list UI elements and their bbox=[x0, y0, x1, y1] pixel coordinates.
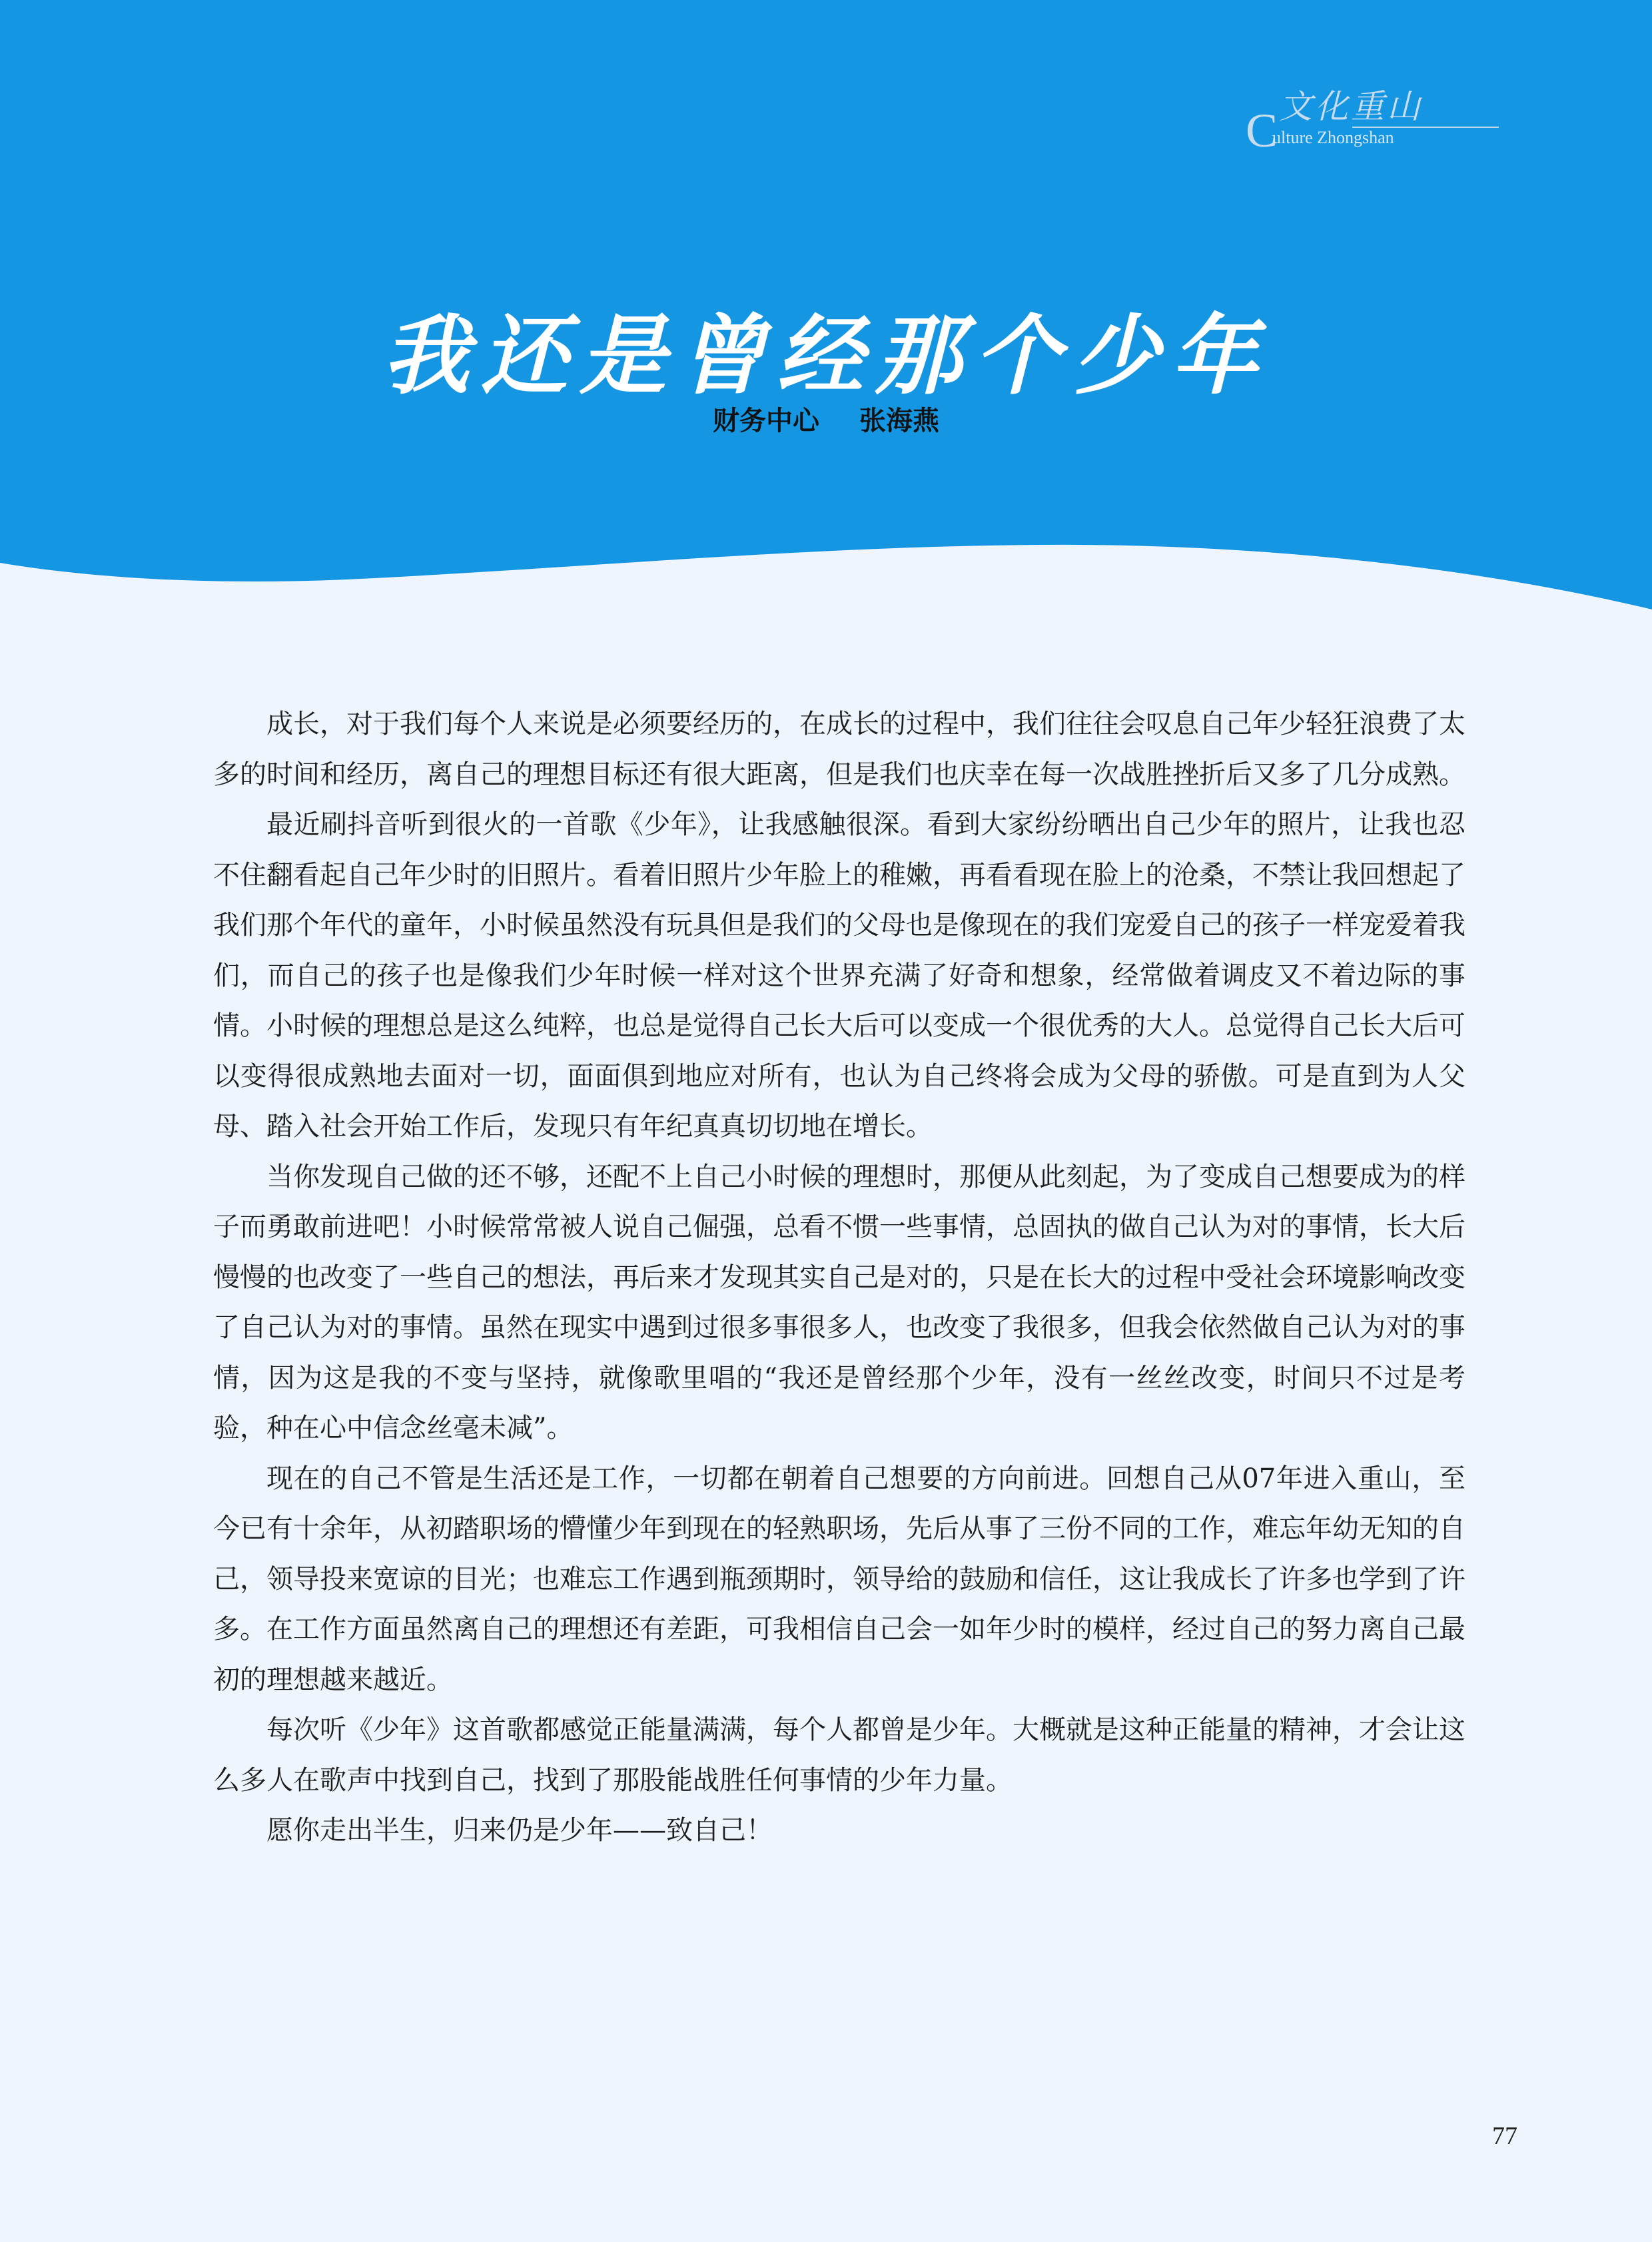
article-body bbox=[213, 699, 1465, 1856]
brand-english-name: ulture Zhongshan bbox=[1272, 128, 1394, 147]
author-name: 张海燕 bbox=[859, 406, 939, 436]
brand-chinese-name: 文化重山 bbox=[1279, 87, 1423, 126]
article-paragraph: 每次听《少年》这首歌都感觉正能量满满，每个人都曾是少年。大概就是这种正能量的精神，才会让这么多人在歌声中找到自己，找到了那股能战胜任何事情的少年力量。 bbox=[213, 1714, 1465, 1796]
article-paragraph: 成长，对于我们每个人来说是必须要经历的，在成长的过程中，我们往往会叹息自己年少轻狂浪费了太多的时间和经历，离自己的理想目标还有很大距离，但是我们也庆幸在每一次战胜挫折后又多了几分成熟。 bbox=[213, 709, 1465, 790]
magazine-brand-logo bbox=[1246, 80, 1485, 157]
article-title: 我还是曾经那个少年 bbox=[382, 304, 1270, 406]
article-paragraph: 现在的自己不管是生活还是工作，一切都在朝着自己想要的方向前进。回想自己从07年进入重山，至今已有十余年，从初踏职场的懵懂少年到现在的轻熟职场，先后从事了三份不同的工作，难忘年幼无知的自己，领导投来宽谅的目光；也难忘工作遇到瓶颈期时，领导给的鼓励和信任，这让我成长了许多也学到了许多。在工作方面虽然离自己的理想还有差距，可我相信自己会一如年少时的模样，经过自己的努力离自己最初的理想越来越近。 bbox=[213, 1463, 1465, 1695]
page-number: 77 bbox=[1492, 2122, 1517, 2150]
article-paragraph: 最近刷抖音听到很火的一首歌《少年》，让我感触很深。看到大家纷纷晒出自己少年的照片，让我也忍不住翻看起自己年少时的旧照片。看着旧照片少年脸上的稚嫩，再看看现在脸上的沧桑，不禁让我回想起了我们那个年代的童年，小时候虽然没有玩具但是我们的父母也是像现在的我们宠爱自己的孩子一样宠爱着我们，而自己的孩子也是像我们少年时候一样对这个世界充满了好奇和想象，经常做着调皮又不着边际的事情。小时候的理想总是这么纯粹，也总是觉得自己长大后可以变成一个很优秀的大人。总觉得自己长大后可以变得很成熟地去面对一切，面面俱到地应对所有，也认为自己终将会成为父母的骄傲。可是直到为人父母、踏入社会开始工作后，发现只有年纪真真切切地在增长。 bbox=[213, 809, 1465, 1142]
article-paragraph: 愿你走出半生，归来仍是少年——致自己！ bbox=[266, 1815, 773, 1846]
brand-initial-letter: C bbox=[1246, 104, 1278, 157]
brand-divider-line bbox=[1352, 127, 1499, 128]
article-byline bbox=[0, 400, 1652, 438]
article-paragraph: 当你发现自己做的还不够，还配不上自己小时候的理想时，那便从此刻起，为了变成自己想要成为的样子而勇敢前进吧！小时候常常被人说自己倔强，总看不惯一些事情，总固执的做自己认为对的事情，长大后慢慢的也改变了一些自己的想法，再后来才发现其实自己是对的，只是在长大的过程中受社会环境影响改变了自己认为对的事情。虽然在现实中遇到过很多事很多人，也改变了我很多，但我会依然做自己认为对的事情，因为这是我的不变与坚持，就像歌里唱的“我还是曾经那个少年，没有一丝丝改变，时间只不过是考验，种在心中信念丝毫未减”。 bbox=[213, 1161, 1465, 1443]
author-department: 财务中心 bbox=[713, 406, 819, 436]
